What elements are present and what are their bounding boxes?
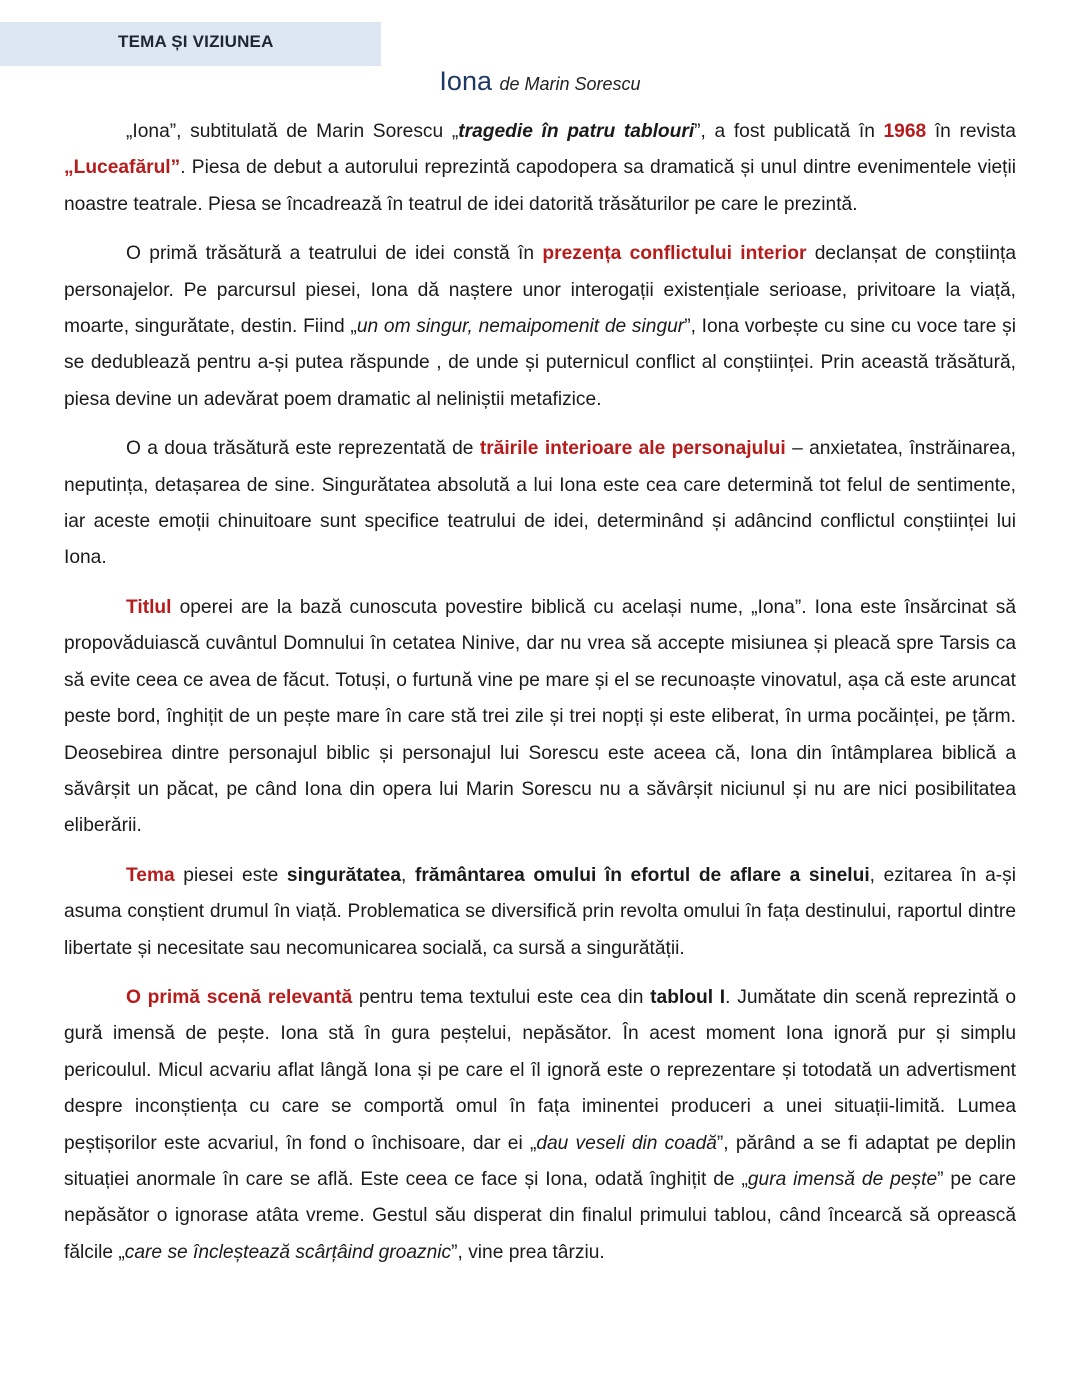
paragraph-text: ”, părând a se fi adaptat pe deplin situației anormale în care se află. Este ceea ce face și Iona, odată înghițit de „ — [64, 1132, 1016, 1190]
paragraph-text: ”, vine prea târziu. — [451, 1241, 605, 1263]
work-title: Iona — [439, 66, 492, 96]
emphasized-text: frământarea omului în efortul de aflare a sinelui — [414, 864, 870, 886]
emphasized-text: 1968 — [883, 121, 927, 142]
work-author: de Marin Sorescu — [499, 74, 641, 94]
emphasized-text: singurătatea — [286, 864, 402, 886]
paragraph-text: . Piesa de debut a autorului reprezintă capodopera sa dramatică și unul dintre evenimentele vieții noastre teatrale. Piesa se încadrează în teatrul de idei datorită trăsăturilor pe care le prezintă. — [64, 157, 1016, 215]
emphasized-text: tragedie în patru tablouri — [458, 121, 695, 142]
emphasized-text: care se încleștează scârțâind groaznic — [124, 1241, 452, 1263]
paragraph-text: piesei este — [174, 864, 287, 886]
paragraph — [64, 114, 1016, 223]
paragraph-text: „Iona”, subtitulată de Marin Sorescu „ — [126, 121, 459, 142]
paragraph-text: O primă trăsătură a teatrului de idei constă în — [126, 243, 543, 265]
emphasized-text: gura imensă de pește — [747, 1168, 938, 1190]
paragraph-text: . Jumătate din scenă reprezintă o gură imensă de pește. Iona stă în gura peștelui, nepăsător. În acest moment Iona ignoră pur și simplu pericoulul. Micul acvariu aflat lângă Iona și pe care el îl ignoră este o reprezentare și totodată un advertisment despre inconștiența cu care se comportă omul în fața iminentei produceri a unei situații-limită. Lumea peștișorilor este acvariul, în fond o închisoare, dar ei „ — [64, 986, 1017, 1154]
paragraph-text: în revista — [926, 121, 1016, 142]
emphasized-text: prezența conflictului interior — [542, 243, 807, 265]
paragraph-text: pentru tema textului este cea din — [352, 986, 651, 1008]
paragraph-text: , ezitarea în a-și asuma conștient drumul în viață. Problematica se diversifică prin revolta omului în fața destinului, raportul dintre libertate și necesitate sau necomunicarea socială, ca sursă a singurătății. — [64, 864, 1016, 959]
emphasized-text: „Luceafărul” — [64, 157, 181, 179]
emphasized-text: trăirile interioare ale personajului — [479, 438, 786, 460]
emphasized-text: O primă scenă relevantă — [126, 986, 353, 1008]
section-header-label: TEMA ȘI VIZIUNEA — [118, 32, 274, 51]
emphasized-text: Tema — [126, 864, 175, 886]
emphasized-text: Titlul — [126, 596, 172, 618]
paragraph-text: ”, Iona vorbește cu sine cu voce tare și se dedublează pentru a-și putea răspunde , de unde și puternicul conflict al conștiinței. Prin această trăsătură, piesa devine un adevărat poem dramatic al neliniștii metafizice. — [64, 316, 1017, 410]
paragraph-text: O a doua trăsătură este reprezentată de — [126, 438, 480, 460]
emphasized-text: un om singur, nemaipomenit de singur — [356, 316, 685, 338]
paragraph — [64, 431, 1016, 577]
page-title — [0, 66, 1080, 97]
essay-body — [64, 114, 1016, 1284]
emphasized-text: tabloul I — [650, 986, 726, 1008]
paragraph — [64, 236, 1016, 418]
emphasized-text: dau veseli din coadă — [536, 1132, 717, 1154]
paragraph-text: ”, a fost publicată în — [694, 121, 884, 142]
paragraph-text: operei are la bază cunoscuta povestire biblică cu același nume, „Iona”. Iona este însărcinat să propovăduiască cuvântul Domnului în cetatea Ninive, dar nu vrea să accepte misiunea și pleacă spre Tarsis ca să evite ceea ce avea de făcut. Totuși, o furtună vine pe mare și el se recunoaște vinovatul, așa că este aruncat peste bord, înghițit de un pește mare în care stă trei zile și trei nopți și este eliberat, în urma pocăinței, pe țărm. Deosebirea dintre personajul biblic și personajul lui Sorescu este aceea că, Iona din întâmplarea biblică a săvârșit un păcat, pe când Iona din opera lui Marin Sorescu nu a săvârșit niciunul și nu are nici posibilitatea eliberării. — [64, 596, 1016, 837]
paragraph-text: – anxietatea, înstrăinarea, neputința, detașarea de sine. Singurătatea absolută a lui Iona este cea care determină tot felul de sentimente, iar aceste emoții chinuitoare sunt specifice teatrului de idei, determinând și adâncind conflictul conștiinței lui Iona. — [64, 438, 1016, 569]
paragraph-text: , — [401, 864, 415, 886]
paragraph — [64, 590, 1016, 845]
paragraph — [64, 858, 1016, 967]
paragraph-text: declanșat de conștiința personajelor. Pe parcursul piesei, Iona dă naștere unor interogații existențiale serioase, privitoare la viață, moarte, singurătate, destin. Fiind „ — [64, 243, 1016, 338]
paragraph — [64, 980, 1016, 1271]
paragraph-text: ” pe care nepăsător o ignorase atâta vreme. Gestul său disperat din finalul primului tablou, când încearcă să oprească fălcile „ — [64, 1168, 1016, 1263]
